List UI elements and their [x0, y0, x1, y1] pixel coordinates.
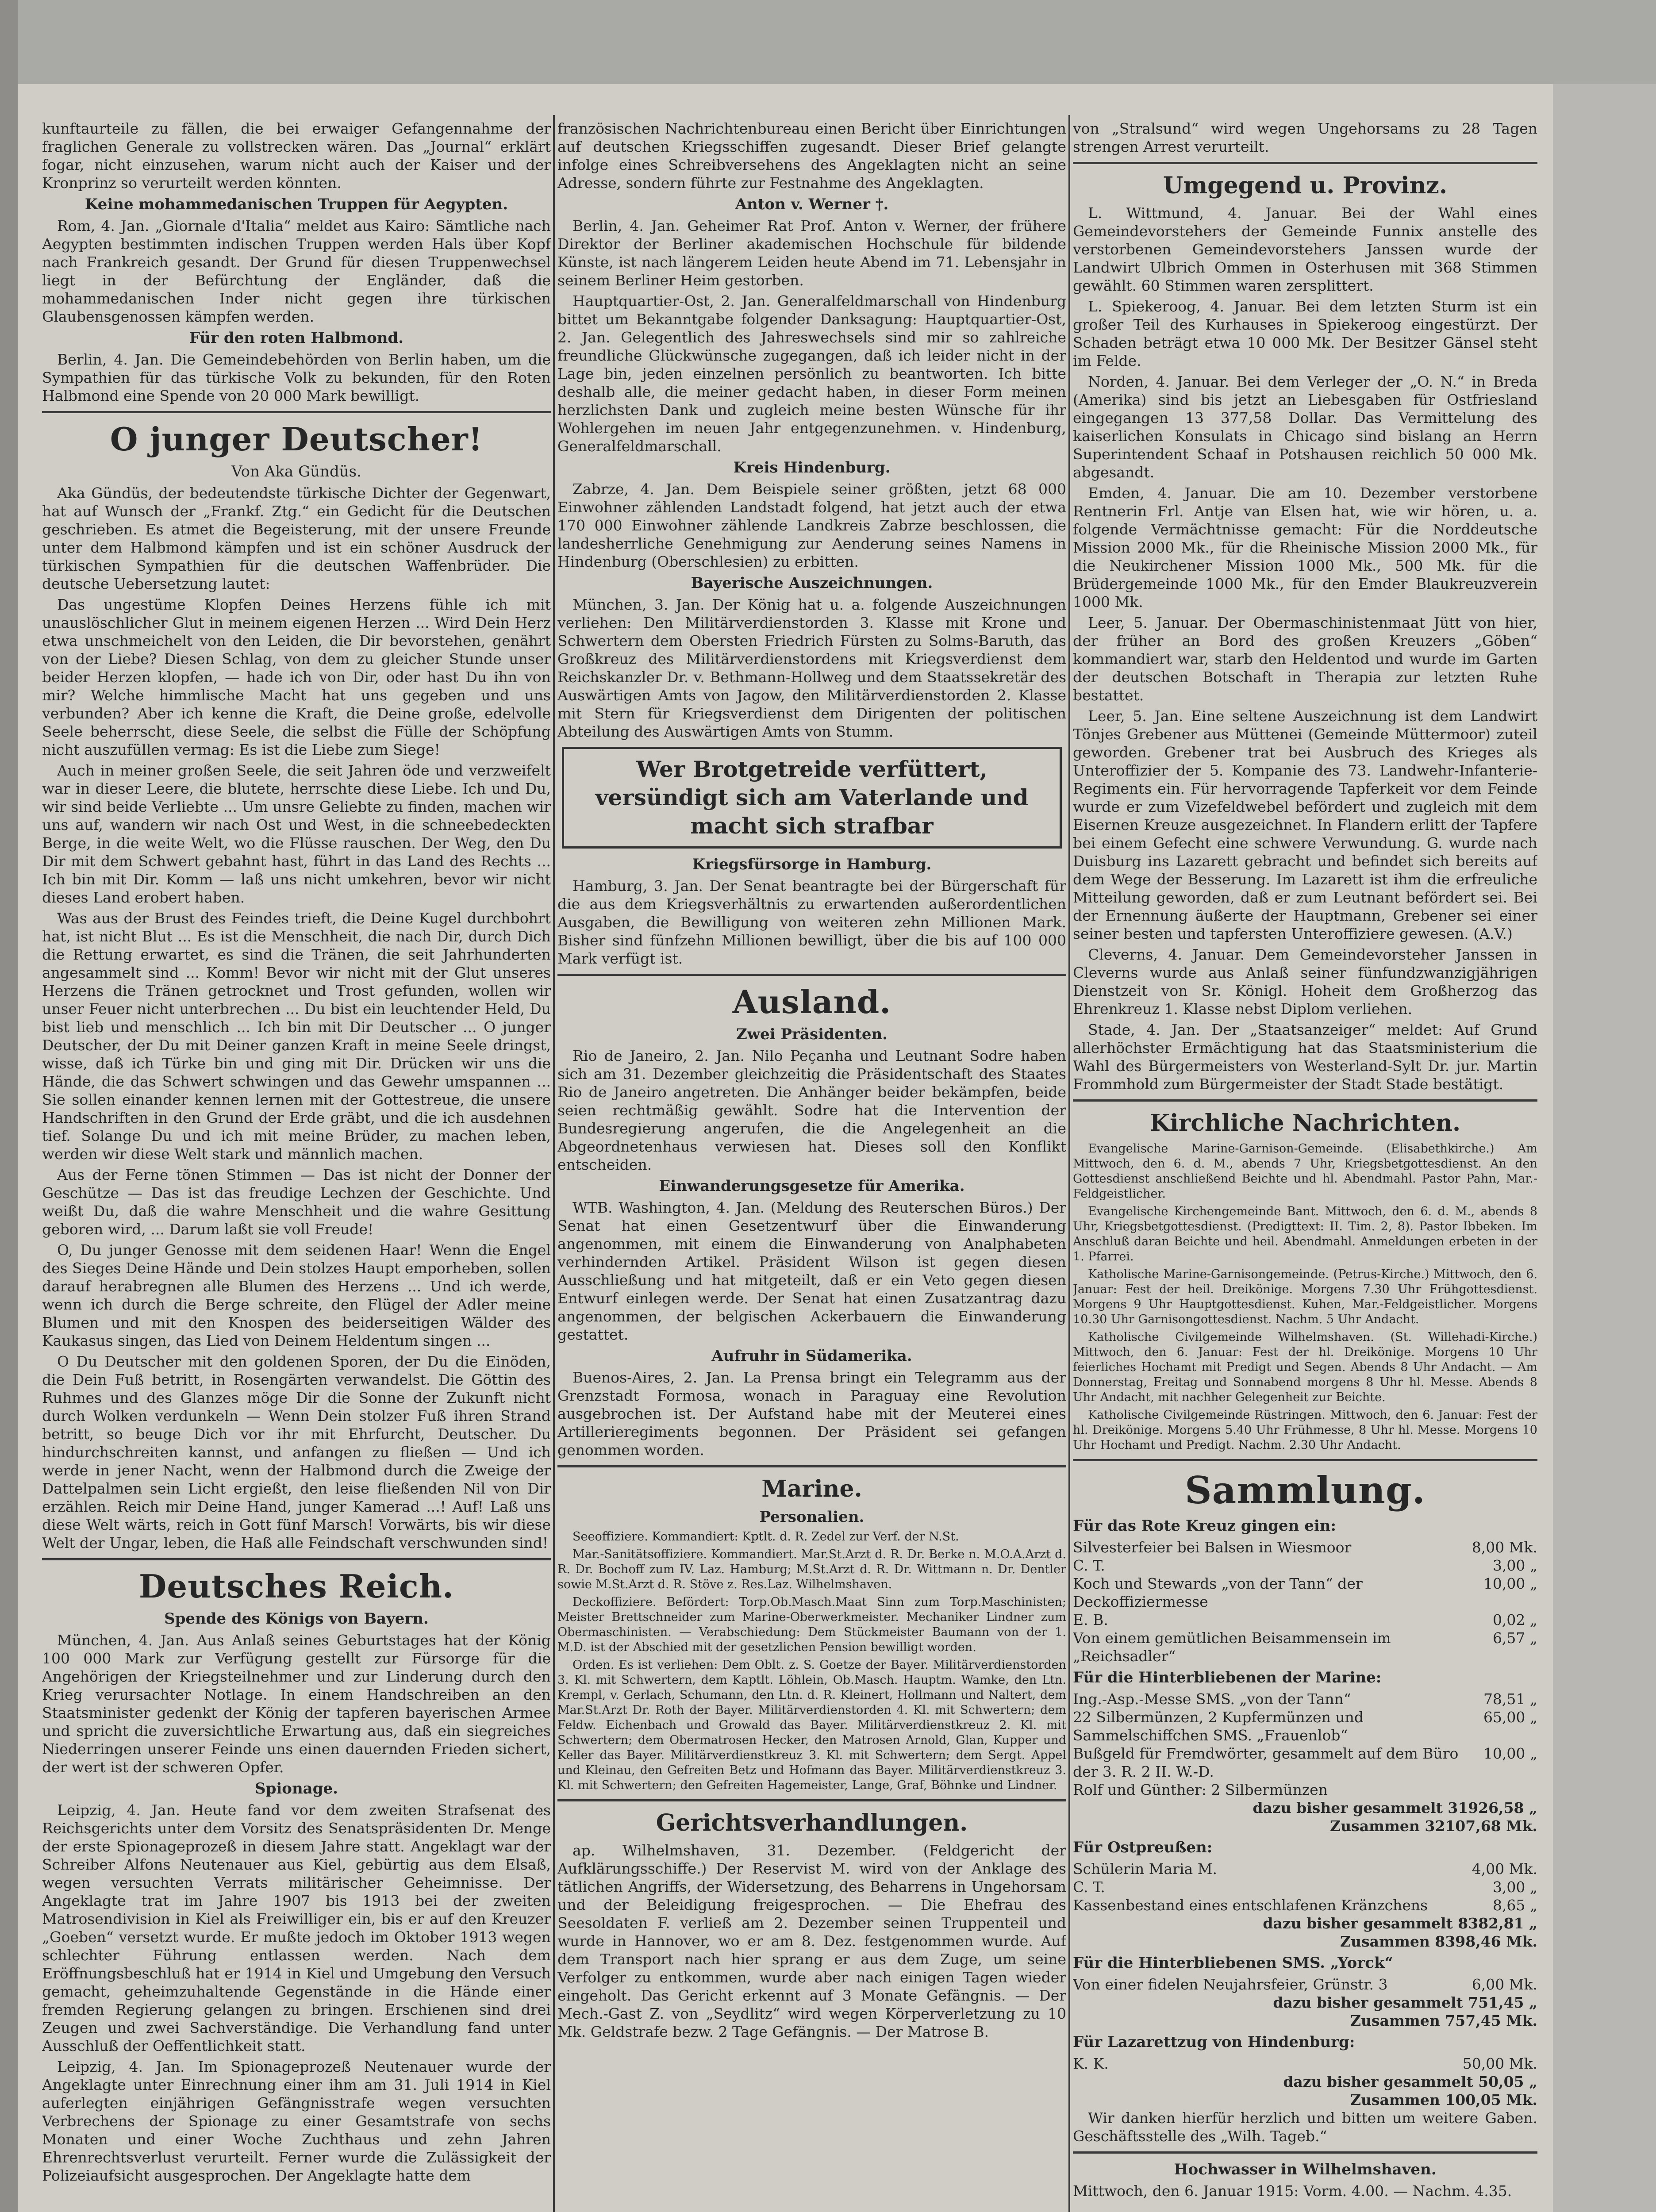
section-title: O junger Deutscher! [110, 420, 483, 458]
article-text: Was aus der Brust des Feindes trieft, die Deine Kugel durchbohrt hat, ist nicht Blut ... Es ist die Menschheit, die nach Dir, durch Dich die Rettung erwartet, es sind die Tränen, die seit Jahrhunderten angesammelt sind ... Komm! Bevor wir nicht mit der Glut unseres Herzens die Tränen getrocknet und Trost gefunden, wollen wir unser Feuer nicht unterbrechen ... Du bist ein leuchtender Held, Du bist lieb und menschlich ... Ich bin mit Dir Deutscher ... O junger Deutscher, der Du mit Deiner ganzen Kraft in meine Seele dringst, wisse, daß ich Türke bin und ging mit Dir. Drücken wir uns die Hände, die das Schwert schwingen und das Gewehr umspannen ... Sie sollen einander kennen lernen mit der Gottestreue, die unsere Handschriften in den Grund der Erde gräbt, und die ich ausdehnen tief. Solange Du und ich mit meine Brüder, zu machen leben, werden wir diese Welt stark und männlich machen. [42, 910, 551, 1163]
article-heading: Kriegsfürsorge in Hamburg. [692, 856, 932, 873]
section-rule [557, 1465, 1066, 1467]
article-text: Orden. Es ist verliehen: Dem Oblt. z. S. Goetze der Bayer. Militärverdienstorden 3. Kl. mit Schwertern, dem Kaptlt. Löhlein, Ob.Masch. Hauptm. Wamke, den Ltn. Krempl, v. Gerlach, Schumann, den Ltn. d. R. Kleinert, Hollmann und Naltert, dem Mar.St.Arzt Dr. Roth der Bayer. Militärverdienstorden 4. Kl. mit Schwertern; dem Feldw. Eichenbach und Growald das Bayer. Militärverdienstkreuz 2. Kl. mit Schwertern; dem Obermatrosen Hecker, den Matrosen Arnold, Glan, Kupper und Keller das Bayer. Militärverdienstkreuz 3. Kl. mit Schwertern; dem Sergt. Appel und Kleinau, den Gefreiten Betz und Hofmann das Bayer. Militärverdienstkreuz 3. Kl. mit Schwertern; den Gefreiten Hagemeister, Lange, Graf, Böhnke und Lindner. [557, 1658, 1066, 1792]
collection-entry [1073, 1781, 1537, 1799]
article-text: Deckoffiziere. Befördert: Torp.Ob.Masch.Maat Sinn zum Torp.Maschinisten; Meister Brettschneider zum Marine-Oberwerkmeister. Mechaniker Lindner zum Obermaschinisten. — Verabschiedung: Dem Stückmeister Baumann von der 1. M.D. ist der Abschied mit der gesetzlichen Pension bewilligt worden. [557, 1595, 1066, 1654]
article-heading: Zwei Präsidenten. [736, 1025, 888, 1043]
collection-entry [1073, 1629, 1537, 1665]
collection-list [1073, 1538, 1537, 1665]
entry-label: C. T. [1073, 1557, 1105, 1574]
entry-label: E. B. [1073, 1611, 1108, 1628]
entry-label: Schülerin Maria M. [1073, 1860, 1217, 1878]
article-text: ap. Wilhelmshaven, 31. Dezember. (Feldgericht der Aufklärungsschiffe.) Der Reservist M. wird von der Anklage des tätlichen Angriffs, der Widersetzung, des Beharrens in Ungehorsam und der Beleidigung freigesprochen. — Die Ehefrau des Seesoldaten F. verließ am 2. Dezember seinen Truppenteil und wurde in Hannover, wo er am 8. Dez. festgenommen wurde. Auf dem Transport nach hier sprang er aus dem Zuge, um seine Verfolger zu entkommen, wurde aber nach einigen Tagen wieder eingeholt. Das Gericht erkennt auf 3 Monate Gefängnis. — Der Mech.-Gast Z. von „Seydlitz“ wird wegen Körperverletzung zu 10 Mk. Geldstrafe bezw. 2 Tage Gefängnis. — Der Matrose B. [557, 1842, 1066, 2040]
collection-heading: Für Lazarettzug von Hindenburg: [1073, 2033, 1355, 2051]
collection-list [1073, 1975, 1537, 1993]
collection-subtotal: dazu bisher gesammelt 31926,58 „ [1253, 1799, 1537, 1816]
collection-total: Zusammen 8398,46 Mk. [1340, 1933, 1537, 1950]
newspaper-page [18, 84, 1553, 2212]
section-title: Marine. [761, 1475, 862, 1502]
article-heading: Bayerische Auszeichnungen. [691, 574, 933, 592]
article-heading: Personalien. [759, 1508, 865, 1526]
article-text: Emden, 4. Januar. Die am 10. Dezember verstorbene Rentnerin Frl. Antje van Elsen hat, wie wir hören, u. a. folgende Vermächtnisse gemacht: Für die Norddeutsche Mission 2000 Mk., für die Rheinische Mission 2000 Mk., für die Neukirchener Mission 1000 Mk., 500 Mk. für die Brüdergemeinde 1000 Mk., für den Emder Blaukreuzverein 1000 Mk. [1073, 484, 1537, 611]
article-heading: Keine mohammedanischen Truppen für Aegypten. [85, 196, 508, 213]
section-rule [42, 411, 551, 413]
section-rule [1073, 1459, 1537, 1461]
article-text: Leer, 5. Januar. Der Obermaschinistenmaat Jütt von hier, der früher an Bord des großen Kreuzers „Göben“ kommandiert war, starb den Heldentod und wurde im Garten der deutschen Botschaft in Therapia zur letzten Ruhe bestattet. [1073, 614, 1537, 704]
article-text: Cleverns, 4. Januar. Dem Gemeindevorsteher Janssen in Cleverns wurde aus Anlaß seiner fünfundzwanzigjährigen Dienstzeit von Sr. Königl. Hoheit dem Großherzog das Ehrenkreuz 1. Klasse nebst Diplom verliehen. [1073, 946, 1537, 1018]
collection-entry [1073, 1744, 1537, 1781]
article-heading: Kreis Hindenburg. [733, 459, 891, 476]
article-text: kunftaurteile zu fällen, die bei erwaiger Gefangennahme der fraglichen Generale zu vollstrecken wären. Das „Journal“ erklärt fogar, nicht einzusehen, warum nicht auch der Kaiser und der Kronprinz so verurteilt werden könnten. [42, 120, 551, 192]
article-heading: Einwanderungsgesetze für Amerika. [659, 1177, 965, 1195]
collection-entry [1073, 1690, 1537, 1708]
collection-entry [1073, 1708, 1537, 1744]
section-title: Gerichtsverhandlungen. [656, 1809, 968, 1836]
church-notice: Evangelische Marine-Garnison-Gemeinde. (Elisabethkirche.) Am Mittwoch, den 6. d. M., abends 7 Uhr, Kriegsbetgottesdienst. An den Gottesdienst anschließend Beichte und hl. Abendmahl. Pastor Pahn, Mar.-Feldgeistlicher. [1073, 1142, 1537, 1201]
church-notice: Evangelische Kirchengemeinde Bant. Mittwoch, den 6. d. M., abends 8 Uhr, Kriegsbetgottesdienst. (Predigttext: II. Tim. 2, 8). Pastor Ibbeken. Im Anschluß daran Beichte und heil. Abendmahl. Anmeldungen erbeten in der 1. Pfarrei. [1073, 1205, 1537, 1263]
article-text: München, 3. Jan. Der König hat u. a. folgende Auszeichnungen verliehen: Den Militärverdienstorden 3. Klasse mit Krone und Schwertern dem Obersten Friedrich Fürsten zu Solms-Baruth, das Großkreuz des Militärverdienstordens mit Kriegsverdienst dem Reichskanzler Dr. v. Bethmann-Hollweg und dem Staatssekretär des Auswärtigen Amts von Jagow, den Militärverdienstorden 2. Klasse mit Stern für Kriegsverdienst dem Dirigenten der politischen Abteilung des Auswärtigen Amts von Stumm. [557, 596, 1066, 740]
column-1 [42, 119, 551, 2187]
collection-total: Zusammen 757,45 Mk. [1350, 2012, 1537, 2029]
article-text: französischen Nachrichtenbureau einen Bericht über Einrichtungen auf deutschen Kriegsschiffen zugesandt. Dieser Brief gelangte infolge eines Schreibversehens des Angeklagten nicht an seine Adresse, sondern führte zur Festnahme des Angeklagten. [557, 120, 1066, 192]
article-text: Leipzig, 4. Jan. Im Spionageprozeß Neutenauer wurde der Angeklagte unter Einrechnung einer ihm am 31. Juli 1914 in Kiel auferlegten einjährigen Gefängnisstrafe wegen versuchten Verbrechens der Spionage zu einer Gesamtstrafe von sechs Monaten und einer Woche Zuchthaus und zehn Jahren Ehrenrechtsverlust verurteilt. Ferner wurde die Zulässigkeit der Polizeiaufsicht ausgesprochen. Der Angeklagte hatte dem [42, 2058, 551, 2184]
article-text: L. Spiekeroog, 4. Januar. Bei dem letzten Sturm ist ein großer Teil des Kurhauses in Spiekeroog eingestürzt. Der Schaden beträgt etwa 10 000 Mk. Der Besitzer Gänsel steht im Felde. [1073, 298, 1537, 369]
collection-subtotal: dazu bisher gesammelt 50,05 „ [1283, 2073, 1537, 2090]
page-edge [1553, 84, 1656, 2212]
article-heading: Hochwasser in Wilhelmshaven. [1174, 2161, 1437, 2178]
collection-total: Zusammen 32107,68 Mk. [1330, 1817, 1537, 1835]
byline: Von Aka Gündüs. [231, 463, 361, 480]
article-text: Berlin, 4. Jan. Geheimer Rat Prof. Anton v. Werner, der frühere Direktor der Berliner akademischen Hochschule für bildende Künste, ist nach längerem Leiden heute Abend im 71. Lebensjahr in seinem Berliner Heim gestorben. [557, 217, 1066, 289]
article-text: O, Du junger Genosse mit dem seidenen Haar! Wenn die Engel des Sieges Deine Hände und Dein stolzes Haupt emporheben, sollen darauf herabregnen alle Blumen des Herzens ... Und ich werde, wenn ich durch die Berge schreite, den Flügel der Adler meine Blumen und mit den Knospen des beiderseitigen Wälder des Kaukasus singen, das Lied von Deinem Heldentum singen ... [42, 1241, 551, 1349]
entry-label: Silvesterfeier bei Balsen in Wiesmoor [1073, 1539, 1352, 1556]
entry-amount: 78,51 „ [1483, 1690, 1537, 1708]
entry-amount: 8,65 „ [1492, 1897, 1537, 1914]
collection-subtotal: dazu bisher gesammelt 751,45 „ [1273, 1994, 1537, 2011]
entry-label: C. T. [1073, 1878, 1105, 1896]
collection-total: Zusammen 100,05 Mk. [1350, 2091, 1537, 2108]
article-text: L. Wittmund, 4. Januar. Bei der Wahl eines Gemeindevorstehers der Gemeinde Funnix anstelle des verstorbenen Gemeindevorstehers Janssen wurde der Landwirt Ulbrich Ommen in Osterhusen mit 368 Stimmen gewählt. 60 Stimmen waren zersplittert. [1073, 204, 1537, 294]
entry-label: Von einer fidelen Neujahrsfeier, Grünstr. 3 [1073, 1976, 1388, 1993]
column-rule [1068, 115, 1070, 2212]
entry-label: K. K. [1073, 2055, 1109, 2072]
section-rule [557, 974, 1066, 976]
collection-list [1073, 1860, 1537, 1914]
collection-heading: Für Ostpreußen: [1073, 1839, 1213, 1856]
entry-amount: 6,00 Mk. [1472, 1976, 1537, 1993]
church-notice: Katholische Civilgemeinde Wilhelmshaven. (St. Willehadi-Kirche.) Mittwoch, den 6. Januar: Fest der hl. Dreikönige. Morgens 10 Uhr feierliches Hochamt mit Predigt und Segen. Abends 8 Uhr Andacht. — Am Donnerstag, Freitag und Sonnabend morgens 8 Uhr hl. Messe. Abends 8 Uhr Andacht, mit nachher Gelegenheit zur Beichte. [1073, 1330, 1537, 1404]
article-heading: Aufruhr in Südamerika. [711, 1347, 912, 1365]
collection-entry [1073, 1860, 1537, 1878]
article-text: Rio de Janeiro, 2. Jan. Nilo Peçanha und Leutnant Sodre haben sich am 31. Dezember gleichzeitig die Präsidentschaft des Staates Rio de Janeiro angetreten. Die Anhänger beider bekämpfen, beide seien rechtmäßig gewählt. Sodre hat die Intervention der Bundesregierung angerufen, die die Angelegenheit an die Abgeordnetenhaus verwiesen hat. Dieses soll den Konflikt entscheiden. [557, 1047, 1066, 1173]
article-text: Aka Gündüs, der bedeutendste türkische Dichter der Gegenwart, hat auf Wunsch der „Frankf. Ztg.“ ein Gedicht für die Deutschen geschrieben. Es atmet die Begeisterung, mit der unsere Freunde unter dem Halbmond kämpfen und ist ein schöner Ausdruck der türkischen Sympathien für die deutschen Waffenbrüder. Die deutsche Uebersetzung lautet: [42, 484, 551, 592]
column-2 [557, 119, 1066, 2043]
entry-label: Ing.-Asp.-Messe SMS. „von der Tann“ [1073, 1690, 1351, 1708]
article-text: Zabrze, 4. Jan. Dem Beispiele seiner größten, jetzt 68 000 Einwohner zählenden Landstadt folgend, hat jetzt auch der etwa 170 000 Einwohner zählende Landkreis Zabrze beschlossen, die landesherrliche Genehmigung zur Aenderung seines Namens in Hindenburg (Oberschlesien) zu erbitten. [557, 480, 1066, 570]
entry-label: Von einem gemütlichen Beisammensein im „Reichsadler“ [1073, 1629, 1391, 1665]
collection-entry [1073, 1878, 1537, 1896]
article-text: Rom, 4. Jan. „Giornale d'Italia“ meldet aus Kairo: Sämtliche nach Aegypten bestimmten indischen Truppen werden Hals über Kopf nach Frankreich gesandt. Der Grund für diesen Truppenwechsel liegt in der Befürchtung der Engländer, daß die mohammedanischen Inder nicht gegen ihre türkischen Glaubensgenossen kämpfen werden. [42, 217, 551, 325]
entry-label: 22 Silbermünzen, 2 Kupfermünzen und Sammelschiffchen SMS. „Frauenlob“ [1073, 1709, 1364, 1744]
notice-box: Wer Brotgetreide verfüttert, versündigt sich am Vaterlande und macht sich strafbar [562, 747, 1062, 849]
column-rule [553, 115, 555, 2212]
article-text: Hamburg, 3. Jan. Der Senat beantragte bei der Bürgerschaft für die aus dem Kriegsverhältnis zu erwartenden außerordentlichen Ausgaben, die Bewilligung von weiteren zehn Millionen Mark. Bisher sind fünfzehn Millionen bewilligt, über die bis auf 100 000 Mark verfügt ist. [557, 877, 1066, 967]
entry-label: Bußgeld für Fremdwörter, gesammelt auf dem Büro der 3. R. 2 II. W.-D. [1073, 1745, 1459, 1780]
article-text: Buenos-Aires, 2. Jan. La Prensa bringt ein Telegramm aus der Grenzstadt Formosa, wonach in Paraguay eine Revolution ausgebrochen ist. Der Aufstand habe mit der Meuterei eines Artillerieregiments begonnen. Der Präsident sei gefangen genommen worden. [557, 1369, 1066, 1459]
article-text: München, 4. Jan. Aus Anlaß seines Geburtstages hat der König 100 000 Mark zur Verfügung gestellt zur Fürsorge für die Angehörigen der Kriegsteilnehmer und zur Linderung durch den Krieg verursachter Notlage. In einem Handschreiben an den Staatsminister gedenkt der König der tapferen bayerischen Armee und spricht die zuversichtliche Erwartung aus, daß ein siegreiches Niederringen unserer Feinde uns einen dauernden Frieden sichert, der wert ist der schweren Opfer. [42, 1632, 551, 1776]
entry-amount: 65,00 „ [1483, 1709, 1537, 1726]
collection-entry [1073, 1975, 1537, 1993]
entry-amount: 8,00 Mk. [1472, 1539, 1537, 1556]
section-title: Sammlung. [1185, 1468, 1425, 1512]
article-text: Berlin, 4. Jan. Die Gemeindebehörden von Berlin haben, um die Sympathien für das türkische Volk zu bekunden, für den Roten Halbmond eine Spende von 20 000 Mark bewilligt. [42, 351, 551, 404]
collection-entry [1073, 1556, 1537, 1575]
article-text: Wir danken hierfür herzlich und bitten um weitere Gaben. Geschäftsstelle des „Wilh. Tageb.“ [1073, 2109, 1537, 2145]
collection-heading: Für das Rote Kreuz gingen ein: [1073, 1517, 1337, 1535]
article-text: Seeoffiziere. Kommandiert: Kptlt. d. R. Zedel zur Verf. der N.St. [572, 1530, 959, 1544]
section-rule [1073, 162, 1537, 164]
article-text: Das ungestüme Klopfen Deines Herzens fühle ich mit unauslöschlicher Glut in meinem eigenen Herzen ... Wird Dein Herz etwa unschmeichelt von den Leiden, die Dir bevorstehen, genährt von der Liebe? Diesen Schlag, von dem zu gleicher Stunde unser beider Herzen klopfen, — hade ich von Dir, oder hast Du ihn von mir? Welche himmlische Macht hat uns gegeben und uns verbunden? Aber ich kenne die Kraft, die Deine große, edelvolle Seele beherrscht, diese Seele, die selbst die Fülle der Schöpfung nicht auszufüllen vermag: Es ist die Liebe zum Siege! [42, 596, 551, 758]
collection-list [1073, 1690, 1537, 1799]
article-text: Aus der Ferne tönen Stimmen — Das ist nicht der Donner der Geschütze — Das ist das freudige Lechzen der Geschichte. Und weißt Du, daß die wahre Menschheit und die wahre Gesittung geboren wird, ... Darum laßt sie voll Freude! [42, 1166, 551, 1238]
article-text: O Du Deutscher mit den goldenen Sporen, der Du die Einöden, die Dein Fuß betritt, in Rosengärten verwandelst. Die Göttin des Ruhmes und des Glanzes möge Dir die Sonne der Zukunft nicht durch Wolken verdunkeln — Wenn Dein stolzer Fuß ihren Strand betritt, so beuge Dich vor ihr mit Ehrfurcht, Deutscher. Du hindurchschreiten kannst, und anfangen zu fließen — Und ich werde in jener Nacht, wenn der Halbmond durch die Zweige der Dattelpalmen sein Licht ergießt, den leise fließenden Nil von Dir erzählen. Reich mir Deine Hand, junger Kamerad ...! Auf! Laß uns diese Welt wärts, reich in Gott fünf Marsch! Vorwärts, bis wir diese Welt der Ungar, leben, die Haß alle Feindschaft verschwunden sind! [42, 1353, 551, 1551]
collection-subtotal: dazu bisher gesammelt 8382,81 „ [1263, 1915, 1537, 1932]
collection-entry [1073, 1538, 1537, 1556]
article-text: Norden, 4. Januar. Bei dem Verleger der „O. N.“ in Breda (Amerika) sind bis jetzt an Liebesgaben für Ostfriesland eingegangen 13 377,58 Dollar. Das Vermittelung des kaiserlichen Konsulats in Chicago sind bislang an Herrn Superintendent Schaaf in Potshausen reichlich 50 000 Mk. abgesandt. [1073, 373, 1537, 481]
section-title: Deutsches Reich. [138, 1567, 454, 1605]
entry-amount: 10,00 „ [1483, 1745, 1537, 1762]
church-notice: Katholische Marine-Garnisongemeinde. (Petrus-Kirche.) Mittwoch, den 6. Januar: Fest der heil. Dreikönige. Morgens 7.30 Uhr Frühgottesdienst. Morgens 9 Uhr Hauptgottesdienst. Kuhen, Mar.-Feldgeistlicher. Morgens 10.30 Uhr Garnisongottesdienst. Nachm. 5 Uhr Andacht. [1073, 1267, 1537, 1326]
entry-amount: 0,02 „ [1492, 1611, 1537, 1628]
collection-entry [1073, 1896, 1537, 1914]
article-heading: Anton v. Werner †. [735, 196, 889, 213]
section-title: Kirchliche Nachrichten. [1149, 1110, 1461, 1137]
section-title: Umgegend u. Provinz. [1163, 172, 1448, 199]
collection-heading: Für die Hinterbliebenen SMS. „Yorck“ [1073, 1954, 1394, 1972]
entry-label: Rolf und Günther: 2 Silbermünzen [1073, 1781, 1328, 1798]
article-text: Mittwoch, den 6. Januar 1915: Vorm. 4.00. — Nachm. 4.35. [1073, 2182, 1512, 2200]
section-rule [1073, 1099, 1537, 1102]
collection-entry [1073, 1575, 1537, 1611]
entry-amount [1532, 1781, 1537, 1799]
article-text: WTB. Washington, 4. Jan. (Meldung des Reuterschen Büros.) Der Senat hat einen Gesetzentwurf über die Einwanderung angenommen, mit einem die Einwanderung von Analphabeten verhindernden Artikel. Präsident Wilson ist gegen diesen Ausschließung und hat mitgeteilt, daß er ein Veto gegen diesen Entwurf einlegen werde. Der Senat hat einen Zusatzantrag dazu angenommen, der belgischen Ackerbauern die Einwanderung gestattet. [557, 1199, 1066, 1343]
article-heading: Für den roten Halbmond. [189, 329, 404, 347]
section-rule [557, 1799, 1066, 1801]
article-heading: Spende des Königs von Bayern. [164, 1610, 429, 1628]
entry-label: Kassenbestand eines entschlafenen Kränzchens [1073, 1897, 1428, 1914]
entry-amount: 10,00 „ [1483, 1575, 1537, 1592]
collection-entry [1073, 1611, 1537, 1629]
article-text: Stade, 4. Jan. Der „Staatsanzeiger“ meldet: Auf Grund allerhöchster Ermächtigung hat das Staatsministerium die Wahl des Bürgermeisters von Westerland-Sylt Dr. jur. Martin Frommhold zum Bürgermeister der Stadt Stade bestätigt. [1073, 1021, 1537, 1093]
entry-amount: 3,00 „ [1492, 1878, 1537, 1896]
article-text: Hauptquartier-Ost, 2. Jan. Generalfeldmarschall von Hindenburg bittet um Bekanntgabe folgender Danksagung: Hauptquartier-Ost, 2. Jan. Gelegentlich des Jahreswechsels sind mir so zahlreiche freundliche Glückwünsche zugegangen, daß ich leider nicht in der Lage bin, jeden einzelnen persönlich zu beantworten. Ich bitte deshalb alle, die meiner gedacht haben, in dieser Form meinen herzlichsten Dank und zugleich meine besten Wünsche für ihr Wohlergehen im neuen Jahr entgegenzunehmen. v. Hindenburg, Generalfeldmarschall. [557, 292, 1066, 455]
article-text: Mar.-Sanitätsoffiziere. Kommandiert. Mar.St.Arzt d. R. Dr. Berke n. M.O.A.Arzt d. R. Dr. Bochoff zum IV. Laz. Hamburg; M.St.Arzt d. R. Dr. Wittmann n. Dr. Dentler sowie M.St.Arzt d. R. Stöve z. Res.Laz. Wilhelmshaven. [557, 1548, 1066, 1591]
column-3 [1073, 119, 1537, 2203]
section-rule [42, 1558, 551, 1560]
article-text: Auch in meiner großen Seele, die seit Jahren öde und verzweifelt war in dieser Leere, die blutete, herrschte diese Liebe. Ich und Du, wir sind beide Verliebte ... Um unsre Geliebte zu finden, machen wir uns auf, wandern wir nach Ost und West, in die schneebedeckten Berge, in die weite Welt, wo die Flüsse rauschen. Der Weg, den Du Dir mit dem Schwert gebahnt hast, führt in das Land des Rechts ... Ich bin mit Dir. Komm — laß uns nicht umkehren, bevor wir nicht dieses Land erobert haben. [42, 762, 551, 906]
article-text: Leipzig, 4. Jan. Heute fand vor dem zweiten Strafsenat des Reichsgerichts unter dem Vorsitz des Senatspräsidenten Dr. Menge der erste Spionageprozeß in diesem Jahre statt. Angeklagt war der Schreiber Alfons Neutenauer aus Kiel, gebürtig aus dem Elsaß, wegen versuchten Verrats militärischer Geheimnisse. Der Angeklagte trat im Jahre 1907 bis 1913 bei der zweiten Matrosendivision in Kiel als Freiwilliger ein, bis er auf den Kreuzer „Goeben“ versetzt wurde. Er mußte jedoch im Oktober 1913 wegen schlechter Führung entlassen werden. Nach dem Eröffnungsbeschluß hat er 1914 in Kiel und Umgebung den Versuch gemacht, geheimzuhaltende Gegenstände in die Hände einer fremden Regierung gelangen zu bringen. Erschienen sind drei Zeugen und zwei Sachverständige. Die Verhandlung fand unter Ausschluß der Oeffentlichkeit statt. [42, 1801, 551, 2055]
collection-list [1073, 2055, 1537, 2073]
section-title: Ausland. [732, 983, 891, 1021]
collection-entry [1073, 2055, 1537, 2073]
entry-amount: 50,00 Mk. [1462, 2055, 1537, 2072]
collection-heading: Für die Hinterbliebenen der Marine: [1073, 1669, 1382, 1686]
article-heading: Spionage. [255, 1780, 338, 1797]
entry-label: Koch und Stewards „von der Tann“ der Deckoffiziermesse [1073, 1575, 1363, 1610]
entry-amount: 4,00 Mk. [1472, 1860, 1537, 1878]
article-text: von „Stralsund“ wird wegen Ungehorsams zu 28 Tagen strengen Arrest verurteilt. [1073, 120, 1537, 155]
section-rule [1073, 2151, 1537, 2154]
article-text: Leer, 5. Jan. Eine seltene Auszeichnung ist dem Landwirt Tönjes Grebener aus Müttenei (Gemeinde Müttermoor) zuteil geworden. Grebener trat bei Ausbruch des Krieges als Unteroffizier der 5. Kompanie des 73. Landwehr-Infanterie-Regiments ein. Für hervorragende Tapferkeit vor dem Feinde wurde er zum Vizefeldwebel befördert und zugleich mit dem Eisernen Kreuze ausgezeichnet. In Flandern erlitt der Tapfere bei einem Gefecht eine schwere Verwundung. G. wurde nach Duisburg ins Lazarett gebracht und befindet sich bereits auf dem Wege der Besserung. Im Lazarett ist ihm die erfreuliche Mitteilung geworden, daß er zum Leutnant befördert sei. Bei der Ernennung äußerte der Hauptmann, Grebener sei einer seiner besten und tapfersten Unteroffiziere gewesen. (A.V.) [1073, 707, 1537, 942]
church-notice: Katholische Civilgemeinde Rüstringen. Mittwoch, den 6. Januar: Fest der hl. Dreikönige. Morgens 5.40 Uhr Frühmesse, 8 Uhr hl. Messe. Morgens 10 Uhr Hochamt und Predigt. Nachm. 2.30 Uhr Andacht. [1073, 1408, 1537, 1452]
binding-shadow [0, 0, 18, 2212]
entry-amount: 6,57 „ [1492, 1629, 1537, 1647]
entry-amount: 3,00 „ [1492, 1557, 1537, 1574]
